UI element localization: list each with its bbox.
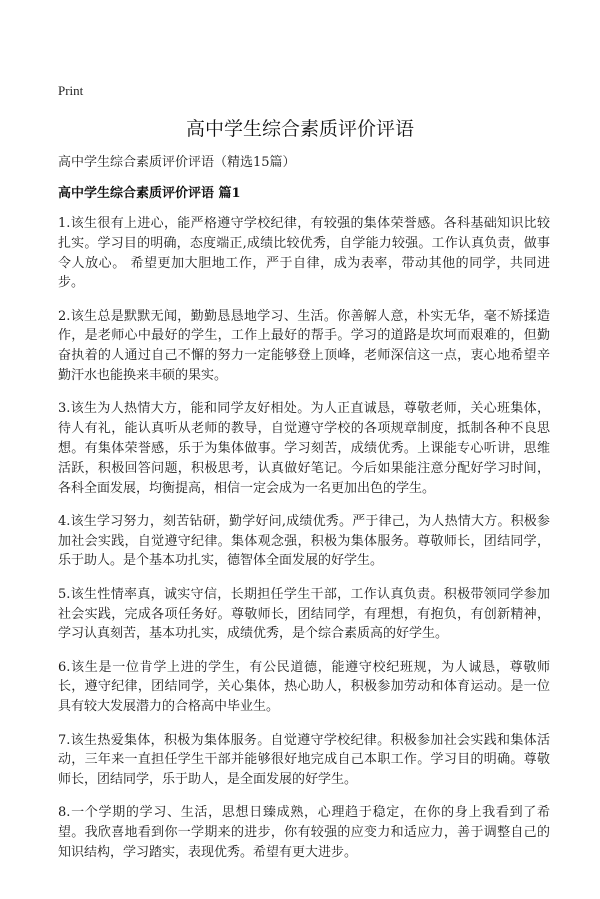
document-subtitle: 高中学生综合素质评价评语（精选15篇） <box>58 155 296 170</box>
comment-paragraph-8: 8.一个学期的学习、生活，思想日臻成熟，心理趋于稳定，在你的身上我看到了希望。我欣喜地看到你一学期来的进步，你有较强的应变力和适应力，善于调整自己的知识结构，学习踏实，表现优秀。希望有更大进步。 <box>58 805 550 861</box>
comment-paragraph-5: 5.该生性情率真，诚实守信，长期担任学生干部，工作认真负责。积极带领同学参加社会实践，完成各项任务好。尊敬师长，团结同学，有理想，有抱负，有创新精神，学习认真刻苦，基本功扎实，成绩优秀，是个综合素质高的好学生。 <box>58 586 550 642</box>
section-heading: 高中学生综合素质评价评语 篇1 <box>58 186 241 201</box>
comment-paragraph-6: 6.该生是一位肯学上进的学生，有公民道德，能遵守校纪班规，为人诚恳，尊敬师长，遵守纪律，团结同学，关心集体，热心助人，积极参加劳动和体育运动。是一位具有较大发展潜力的合格高中毕业生。 <box>58 659 550 715</box>
comment-paragraph-7: 7.该生热爱集体，积极为集体服务。自觉遵守学校纪律。积极参加社会实践和集体活动，三年来一直担任学生干部并能够很好地完成自己本职工作。学习目的明确。尊敬师长，团结同学，乐于助人，是全面发展的好学生。 <box>58 732 550 788</box>
comment-list <box>58 214 550 876</box>
print-link[interactable]: Print <box>58 83 84 98</box>
comment-paragraph-2: 2.该生总是默默无闻，勤勤恳恳地学习、生活。你善解人意，朴实无华，毫不矫揉造作，是老师心中最好的学生，工作上最好的帮手。学习的道路是坎坷而艰难的，但勤奋执着的人通过自己不懈的努力一定能够登上顶峰，老师深信这一点，衷心地希望辛勤汗水也能换来丰硕的果实。 <box>58 308 550 384</box>
comment-paragraph-3: 3.该生为人热情大方，能和同学友好相处。为人正直诚恳，尊敬老师，关心班集体，待人有礼，能认真听从老师的教导，自觉遵守学校的各项规章制度，抵制各种不良思想。有集体荣誉感，乐于为集体做事。学习刻苦，成绩优秀。上课能专心听讲，思维活跃，积极回答问题，积极思考，认真做好笔记。今后如果能注意分配好学习时间，各科全面发展，均衡提高，相信一定会成为一名更加出色的学生。 <box>58 401 550 496</box>
comment-paragraph-4: 4.该生学习努力，刻苦钻研，勤学好问,成绩优秀。严于律己，为人热情大方。积极参加社会实践，自觉遵守纪律。集体观念强，积极为集体服务。尊敬师长，团结同学，乐于助人。是个基本功扎实，德智体全面发展的好学生。 <box>58 513 550 569</box>
comment-paragraph-1: 1.该生很有上进心，能严格遵守学校纪律，有较强的集体荣誉感。各科基础知识比较扎实。学习目的明确，态度端正,成绩比较优秀，自学能力较强。工作认真负责，做事令人放心。 希望更加大胆地工作，严于自律，成为表率，带动其他的同学，共同进步。 <box>58 216 550 291</box>
page-title: 高中学生综合素质评价评语 <box>185 118 414 140</box>
